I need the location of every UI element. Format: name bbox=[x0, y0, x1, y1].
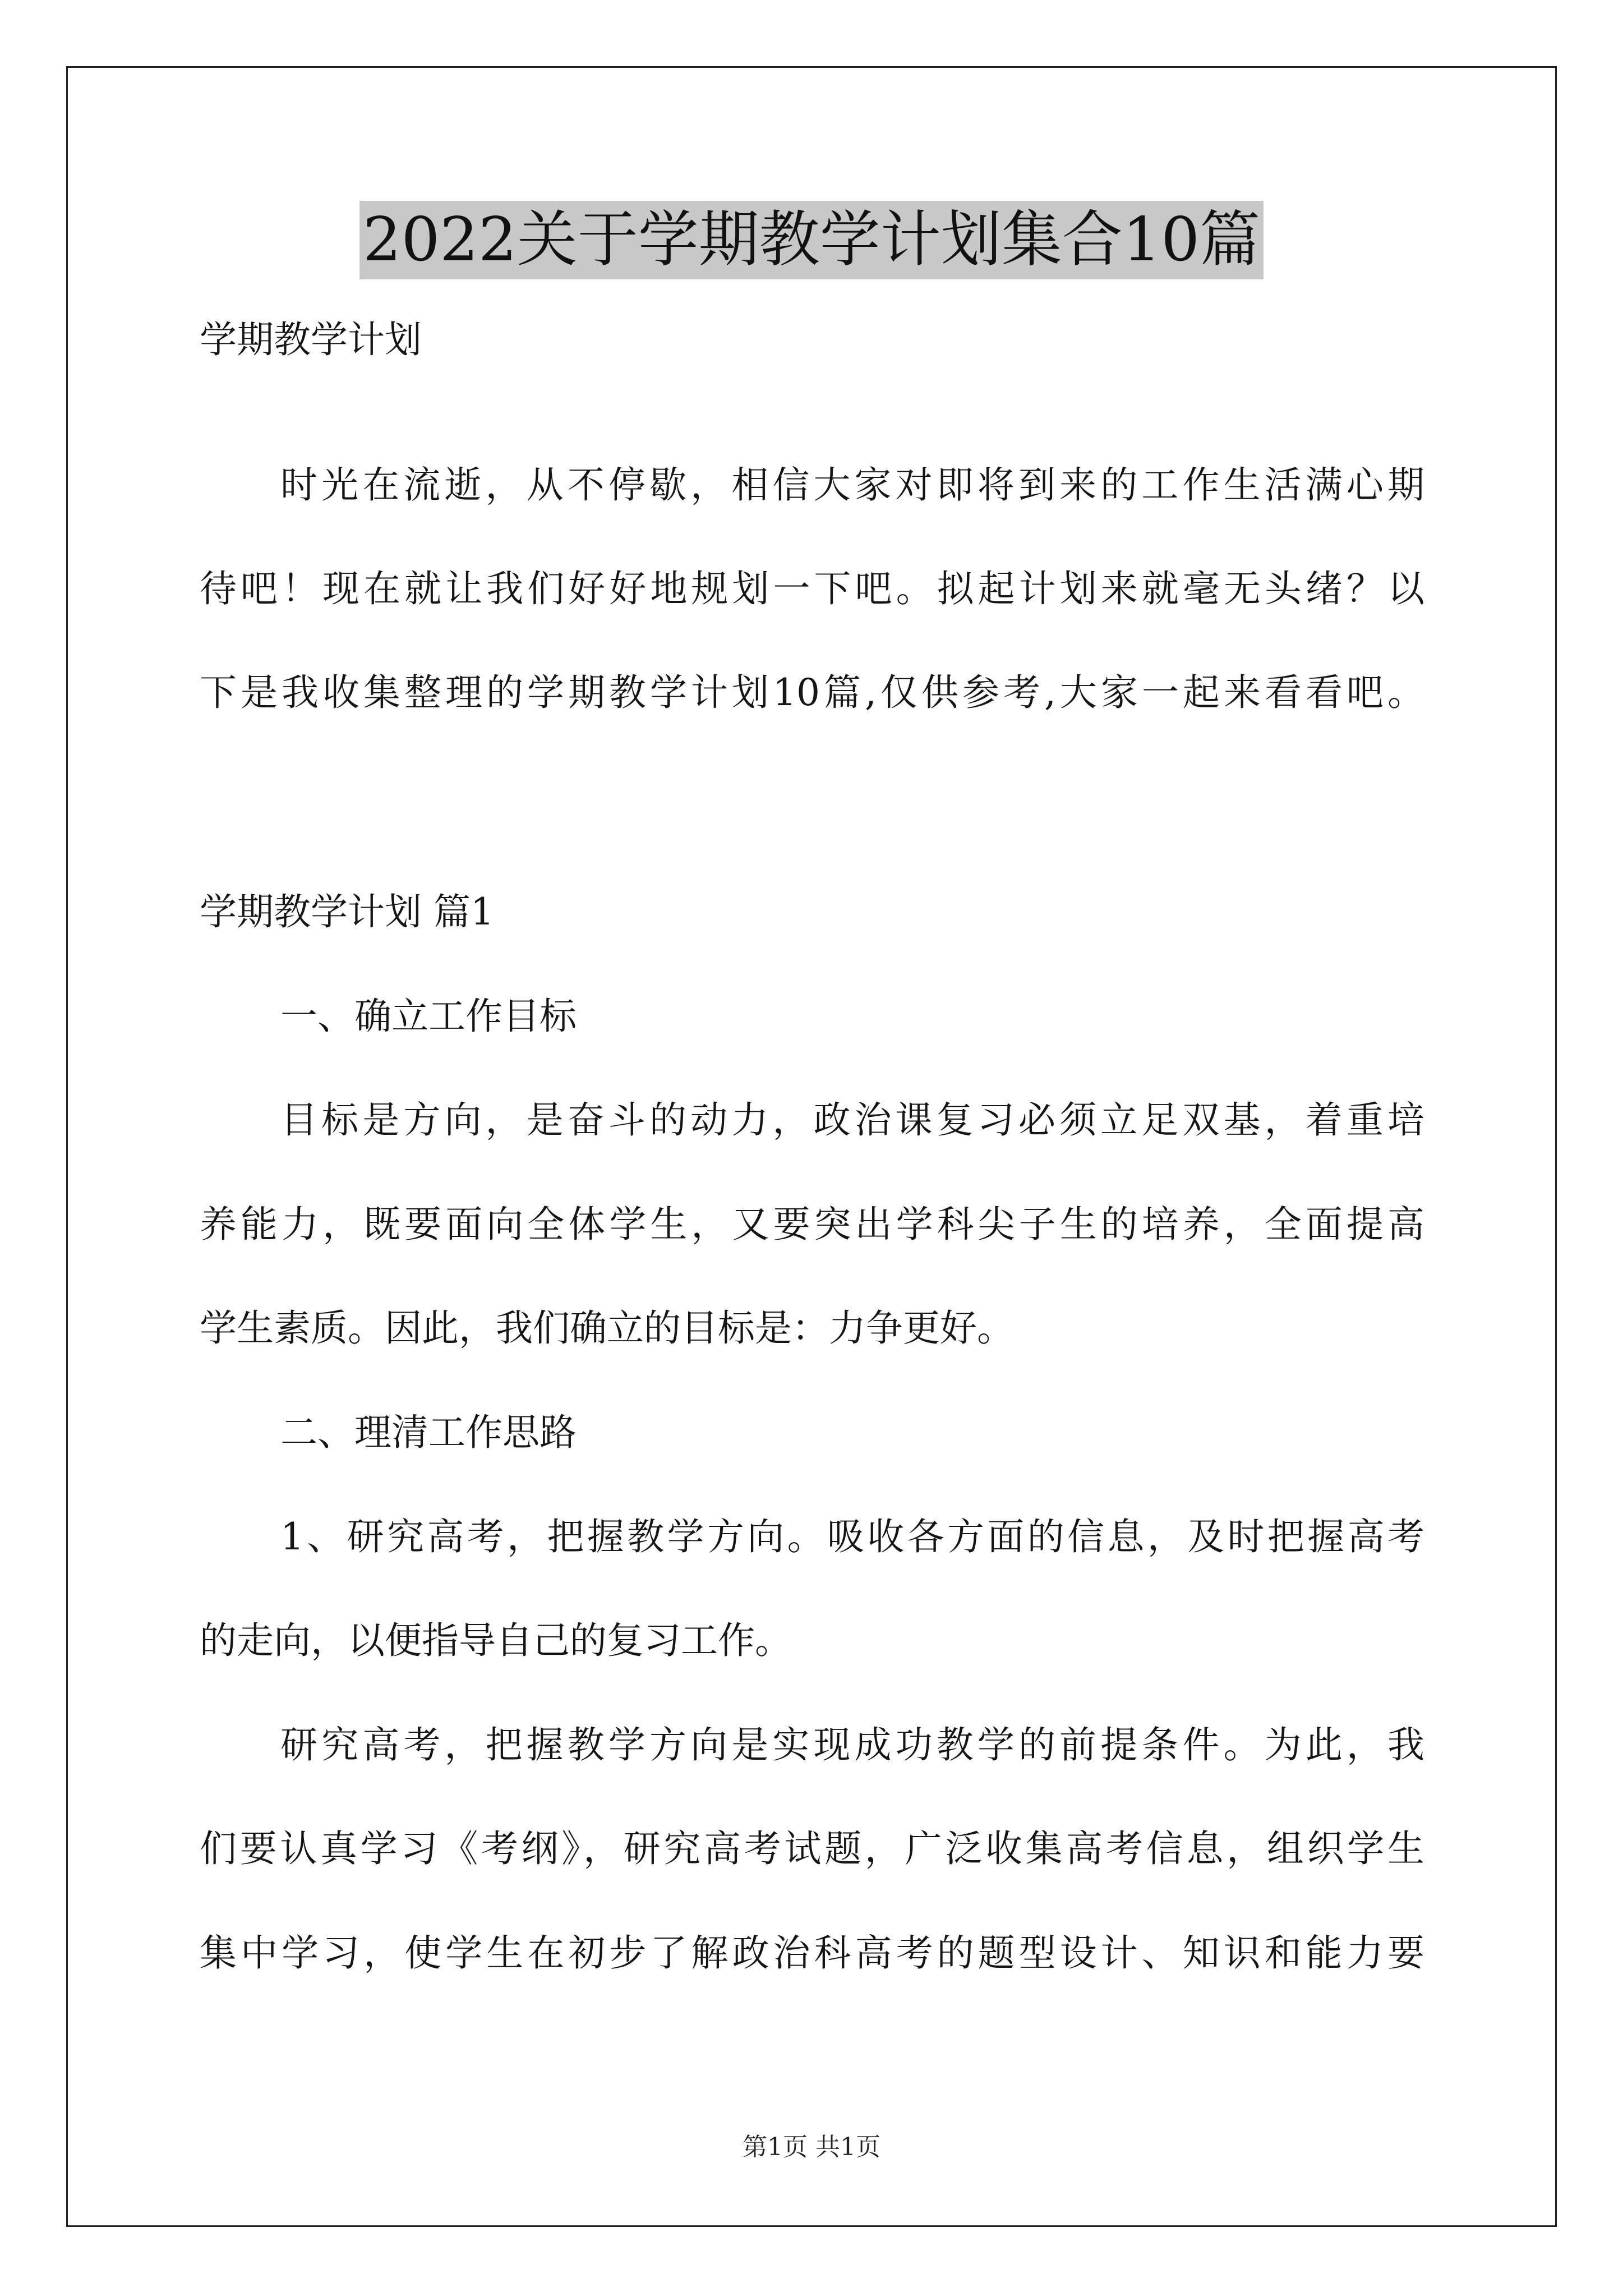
page-number-footer: 第1页 共1页 bbox=[743, 2133, 880, 2161]
section-heading: 学期教学计划 bbox=[200, 318, 422, 361]
title-container bbox=[0, 201, 1623, 279]
paragraph-line: 1、研究高考，把握教学方向。吸收各方面的信息，及时把握高考 bbox=[280, 1515, 1424, 1558]
document-title: 2022关于学期教学计划集合10篇 bbox=[359, 201, 1264, 279]
intro-line-2: 待吧！现在就让我们好好地规划一下吧。拟起计划来就毫无头绪？以 bbox=[200, 567, 1424, 610]
intro-line-1: 时光在流逝，从不停歇，相信大家对即将到来的工作生活满心期 bbox=[280, 463, 1424, 507]
paragraph-line: 集中学习，使学生在初步了解政治科高考的题型设计、知识和能力要 bbox=[200, 1931, 1424, 1975]
article-heading: 学期教学计划 篇1 bbox=[200, 890, 494, 933]
paragraph-line: 养能力，既要面向全体学生，又要突出学科尖子生的培养，全面提高 bbox=[200, 1203, 1424, 1246]
page-border bbox=[66, 66, 1557, 2227]
subheading-goal: 一、确立工作目标 bbox=[280, 995, 577, 1038]
intro-line-3: 下是我收集整理的学期教学计划10篇,仅供参考,大家一起来看看吧。 bbox=[200, 671, 1424, 714]
paragraph-line: 学生素质。因此，我们确立的目标是：力争更好。 bbox=[200, 1306, 1014, 1350]
paragraph-line: 研究高考，把握教学方向是实现成功教学的前提条件。为此，我 bbox=[280, 1723, 1424, 1766]
paragraph-line: 们要认真学习《考纲》，研究高考试题，广泛收集高考信息，组织学生 bbox=[200, 1827, 1424, 1870]
paragraph-line: 的走向，以便指导自己的复习工作。 bbox=[200, 1619, 792, 1662]
paragraph-line: 目标是方向，是奋斗的动力，政治课复习必须立足双基，着重培 bbox=[280, 1098, 1424, 1142]
subheading-approach: 二、理清工作思路 bbox=[280, 1411, 577, 1454]
